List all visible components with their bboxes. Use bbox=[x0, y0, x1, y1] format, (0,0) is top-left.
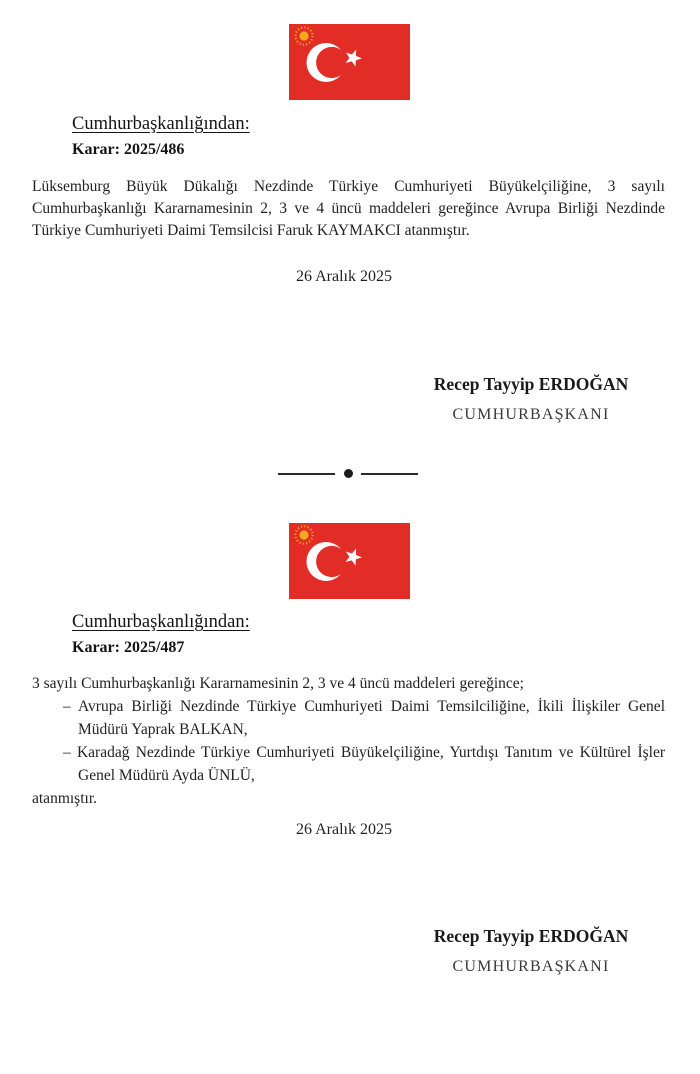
section-divider bbox=[278, 468, 418, 479]
decree-date: 26 Aralık 2025 bbox=[296, 268, 392, 285]
signer-name: Recep Tayyip ERDOĞAN bbox=[433, 926, 629, 946]
decree-body: Lüksemburg Büyük Dükalığı Nezdinde Türkiye Cumhuriyeti Büyükelçiliğine, 3 sayılı Cumhurbaşkanlığı Kararnamesinin 2, 3 ve 4 üncü maddeleri gereğince Avrupa Birliği Nezdinde Türkiye Cumhuriyeti Daimi Temsilcisi Faruk KAYMAKCI atanmıştır. bbox=[32, 178, 665, 239]
divider-dot bbox=[344, 469, 353, 478]
decree-body bbox=[32, 672, 665, 810]
authority-heading: Cumhurbaşkanlığından: bbox=[72, 612, 250, 632]
decree-intro: 3 sayılı Cumhurbaşkanlığı Kararnamesinin 2, 3 ve 4 üncü maddeleri gereğince; bbox=[32, 675, 524, 692]
appointment-item bbox=[32, 695, 665, 741]
decree-date: 26 Aralık 2025 bbox=[296, 821, 392, 838]
decision-number: Karar: 2025/487 bbox=[72, 639, 185, 656]
divider-line-right bbox=[361, 473, 418, 475]
decision-number: Karar: 2025/486 bbox=[72, 141, 185, 158]
signer-title: CUMHURBAŞKANI bbox=[452, 958, 610, 975]
decree-closing: atanmıştır. bbox=[32, 790, 98, 807]
divider-line-left bbox=[278, 473, 335, 475]
signature-block bbox=[400, 374, 662, 424]
turkish-presidential-flag-icon bbox=[289, 523, 410, 599]
signature-block bbox=[400, 926, 662, 976]
turkish-presidential-flag-icon bbox=[289, 24, 410, 100]
signer-title: CUMHURBAŞKANI bbox=[452, 406, 610, 423]
appointment-text: Avrupa Birliği Nezdinde Türkiye Cumhuriyeti Daimi Temsilciliğine, İkili İlişkiler Genel Müdürü Yaprak BALKAN, bbox=[70, 698, 665, 738]
dash-marker: – bbox=[63, 744, 71, 761]
dash-marker: – bbox=[63, 698, 71, 715]
signer-name: Recep Tayyip ERDOĞAN bbox=[433, 374, 629, 394]
appointment-item bbox=[32, 741, 665, 787]
appointment-text: Karadağ Nezdinde Türkiye Cumhuriyeti Büyükelçiliğine, Yurtdışı Tanıtım ve Kültürel İşler Genel Müdürü Ayda ÜNLÜ, bbox=[70, 744, 665, 784]
authority-heading: Cumhurbaşkanlığından: bbox=[72, 114, 250, 134]
